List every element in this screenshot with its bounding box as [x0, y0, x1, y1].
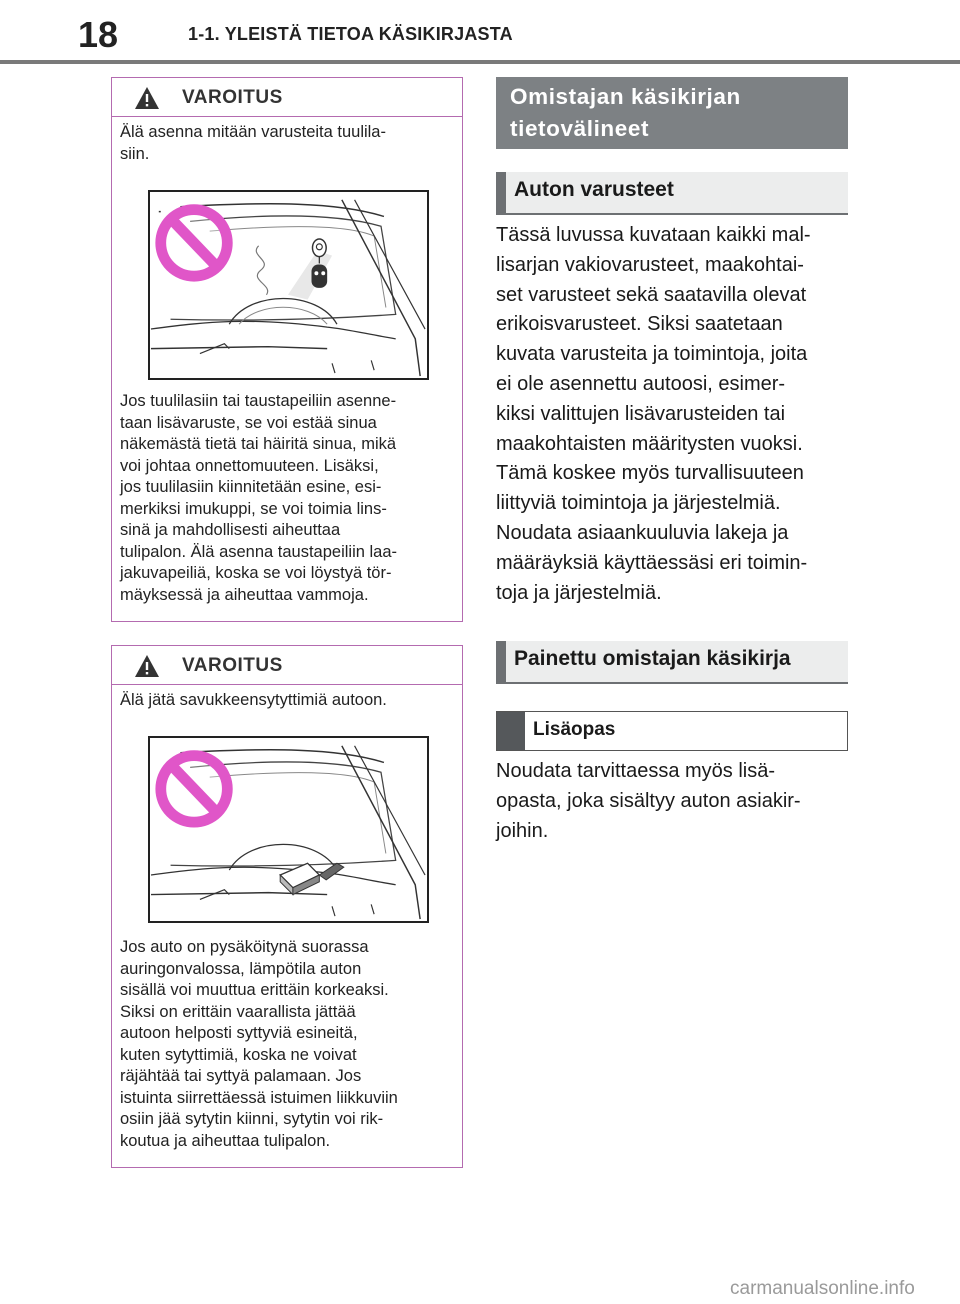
subsection-header — [496, 641, 848, 684]
watermark: carmanualsonline.info — [730, 1278, 915, 1299]
subsection-header — [496, 172, 848, 215]
warning-triangle-icon — [134, 654, 160, 678]
warning-box — [111, 645, 463, 1168]
warning-intro: Älä asenna mitään varusteita tuulila- siin. — [120, 123, 386, 163]
subsection-title: Auton varusteet — [514, 178, 674, 201]
warning-box — [111, 77, 463, 622]
subsection-bar — [496, 641, 506, 682]
page-header — [0, 0, 960, 62]
minor-heading — [496, 711, 848, 751]
subsection-text: Noudata tarvittaessa myös lisä- opasta, joka sisältyy auton asiakir- joihin. — [496, 760, 801, 842]
warning-intro: Älä jätä savukkeensytyttimiä autoon. — [120, 691, 387, 709]
warning-triangle-icon — [134, 86, 160, 110]
warning-title: VAROITUS — [182, 87, 283, 108]
subsection-bar — [496, 172, 506, 213]
chapter-title: 1-1. YLEISTÄ TIETOA KÄSIKIRJASTA — [188, 24, 513, 44]
warning-body: Jos auto on pysäköitynä suorassa auringonvalossa, lämpötila auton sisällä voi muuttua erittäin korkeaksi. Siksi on erittäin vaarallista jättää autoon helposti syttyviä esineitä, kuten sytyttimiä, koska ne voivat räjähtää tai syttyä palamaan. Jos istuinta siirrettäessä istuimen liikkuviin osiin jää sytytin kiinni, sytytin voi rik- koutua ja aiheuttaa tulipalon. — [120, 938, 398, 1150]
subsection-title: Painettu omistajan käsikirja — [514, 647, 791, 670]
page-number: 18 — [78, 14, 119, 55]
warning-header — [112, 646, 462, 685]
windshield-illustration — [148, 190, 429, 380]
section-title-box — [496, 77, 848, 149]
section-title: Omistajan käsikirjan tietovälineet — [510, 84, 741, 141]
minor-heading-title: Lisäopas — [533, 719, 616, 740]
lighter-illustration — [148, 736, 429, 923]
section-text: Tässä luvussa kuvataan kaikki mal- lisarjan vakiovarusteet, maakohtai- set varusteet sekä saatavilla olevat erikoisvarusteet. Siksi saatetaan kuvata varusteita ja toimintoja, joita ei ole asennettu autoosi, esimer- kiksi valittujen lisävarusteiden tai maakohtaisten määritysten vuoksi. Tämä koskee myös turvallisuuteen liittyviä toimintoja ja järjestelmiä. Noudata asiaankuuluvia lakeja ja määräyksiä käyttäessäsi eri toimin- toja ja järjestelmiä. — [496, 224, 811, 604]
warning-title: VAROITUS — [182, 655, 283, 676]
header-divider — [0, 60, 960, 64]
minor-heading-bar — [497, 712, 525, 750]
warning-body: Jos tuulilasiin tai taustapeiliin asenne- taan lisävaruste, se voi estää sinua näkemästä tietä tai häiritä sinua, mikä voi johtaa onnettomuuteen. Lisäksi, jos tuulilasiin kiinnitetään esine, esi- merkiksi imukuppi, se voi toimia lins- sinä ja mahdollisesti aiheuttaa tulipalon. Älä asenna taustapeiliin laa- jakuvapeiliä, koska se voi löystyä tör- mäyksessä ja aiheuttaa vammoja. — [120, 392, 398, 604]
warning-header — [112, 78, 462, 117]
